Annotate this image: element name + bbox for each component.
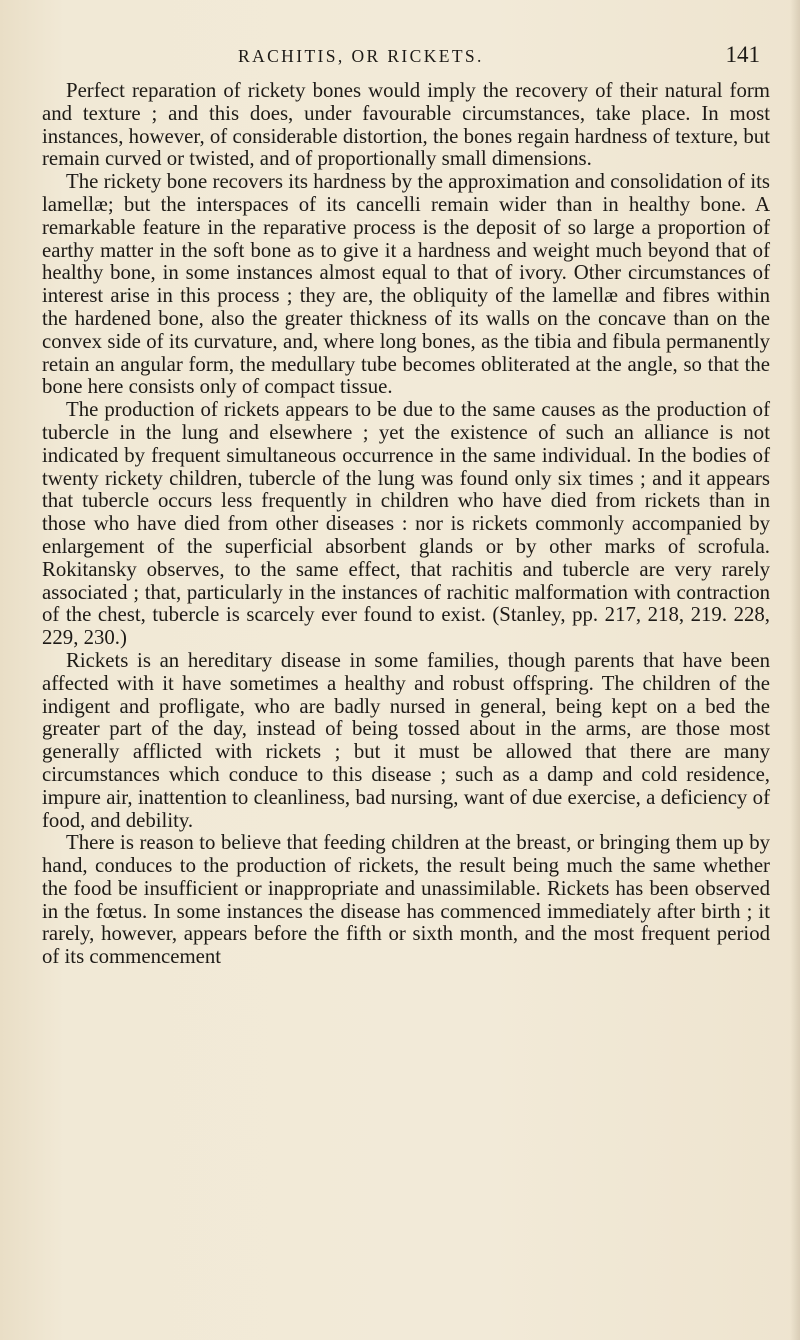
paragraph-recovery-of-hardness: The rickety bone recovers its hardness by the approximation and consolidation of its lamellæ; but the interspaces of its cancelli remain wider than in healthy bone. A remarkable feature in the reparative process is the deposit of so large a proportion of earthy matter in the soft bone as to give it a hardness and weight much beyond that of healthy bone, in some instances almost equal to that of ivory. Other circumstances of interest arise in this process ; they are, the obliquity of the lamellæ and fibres within the hardened bone, also the greater thickness of its walls on the concave than on the convex side of its curvature, and, where long bones, as the tibia and fibula permanently retain an angular form, the medullary tube becomes obliterated at the angle, so that the bone here consists only of compact tissue. [42, 170, 770, 399]
paragraph-reparation: Perfect reparation of rickety bones would imply the recovery of their natural form and texture ; and this does, under favourable circumstances, take place. In most instances, however, of considerable distortion, the bones regain hardness of texture, but remain curved or twisted, and of proportionally small dimensions. [42, 79, 770, 171]
paragraph-causes-tubercle: The production of rickets appears to be due to the same causes as the production of tubercle in the lung and elsewhere ; yet the existence of such an alliance is not indicated by frequent simultaneous occurrence in the same individual. In the bodies of twenty rickety children, tubercle of the lung was found only six times ; and it appears that tubercle occurs less frequently in children who have died from rickets than in those who have died from other diseases : nor is rickets commonly accompanied by enlargement of the superficial absorbent glands or by other marks of scrofula. Rokitansky observes, to the same effect, that rachitis and tubercle are very rarely associated ; that, particularly in the instances of rachitic malformation with contraction of the chest, tubercle is scarcely ever found to exist. (Stanley, pp. 217, 218, 219. 228, 229, 230.) [42, 398, 770, 650]
body-text [42, 80, 770, 969]
paragraph-hereditary: Rickets is an hereditary disease in some families, though parents that have been affected with it have sometimes a healthy and robust offspring. The children of the indigent and profligate, who are badly nursed in general, being kept on a bed the greater part of the day, instead of being tossed about in the arms, are those most generally afflicted with rickets ; but it must be allowed that there are many circumstances which conduce to this disease ; such as a damp and cold residence, impure air, inattention to cleanliness, bad nursing, want of due exercise, a deficiency of food, and debility. [42, 648, 770, 832]
page-header [0, 42, 800, 80]
running-head: RACHITIS, OR RICKETS. [238, 46, 484, 66]
paragraph-feeding: There is reason to believe that feeding children at the breast, or bringing them up by hand, conduces to the production of rickets, the result being much the same whether the food be insufficient or inappropriate and unassimilable. Rickets has been observed in the fœtus. In some instances the disease has commenced immediately after birth ; it rarely, however, appears before the fifth or sixth month, and the most frequent period of its commencement [42, 831, 770, 969]
page-edge-shadow [790, 0, 800, 1340]
page-number: 141 [725, 42, 760, 67]
